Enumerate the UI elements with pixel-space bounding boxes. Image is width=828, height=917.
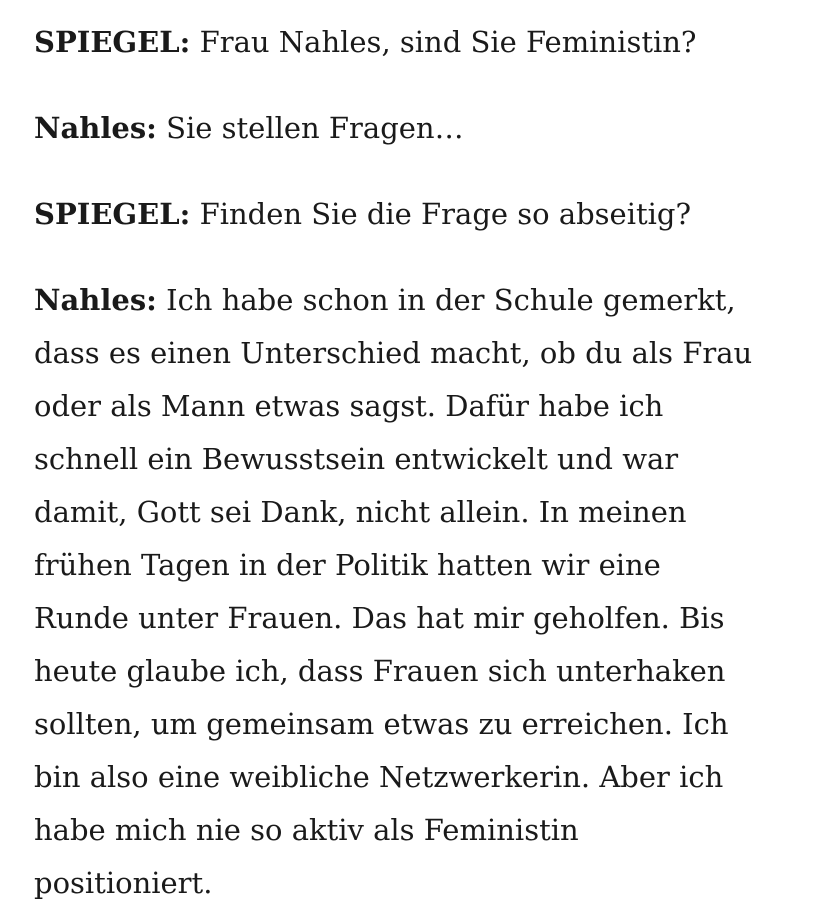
text-line: schnell ein Bewusstsein entwickelt und war	[34, 442, 679, 476]
text-line: frühen Tagen in der Politik hatten wir eine	[34, 548, 661, 582]
text-line: bin also eine weibliche Netzwerkerin. Aber ich	[34, 760, 724, 794]
text-line: Runde unter Frauen. Das hat mir geholfen. Bis	[34, 601, 725, 635]
text-line: oder als Mann etwas sagst. Dafür habe ich	[34, 389, 664, 423]
interview-excerpt	[34, 16, 804, 910]
exchange-text: Frau Nahles, sind Sie Feministin?	[199, 25, 697, 59]
exchange-2	[34, 102, 804, 155]
exchange-3	[34, 188, 804, 241]
exchange-1	[34, 16, 804, 69]
text-line: habe mich nie so aktiv als Feministin	[34, 813, 579, 847]
exchange-text: Finden Sie die Frage so abseitig?	[199, 197, 692, 231]
exchange-4	[34, 274, 804, 910]
exchange-text: Sie stellen Fragen…	[166, 111, 464, 145]
text-line: sollten, um gemeinsam etwas zu erreichen. Ich	[34, 707, 729, 741]
speaker-label: SPIEGEL:	[34, 25, 191, 59]
text-line: heute glaube ich, dass Frauen sich unterhaken	[34, 654, 726, 688]
text-line: positioniert.	[34, 866, 213, 900]
speaker-label: Nahles:	[34, 111, 157, 145]
speaker-label: SPIEGEL:	[34, 197, 191, 231]
text-line	[34, 274, 804, 327]
text-line: dass es einen Unterschied macht, ob du als Frau	[34, 336, 753, 370]
speaker-label: Nahles:	[34, 283, 157, 317]
text-line: damit, Gott sei Dank, nicht allein. In meinen	[34, 495, 687, 529]
exchange-text: Ich habe schon in der Schule gemerkt,	[166, 283, 736, 317]
